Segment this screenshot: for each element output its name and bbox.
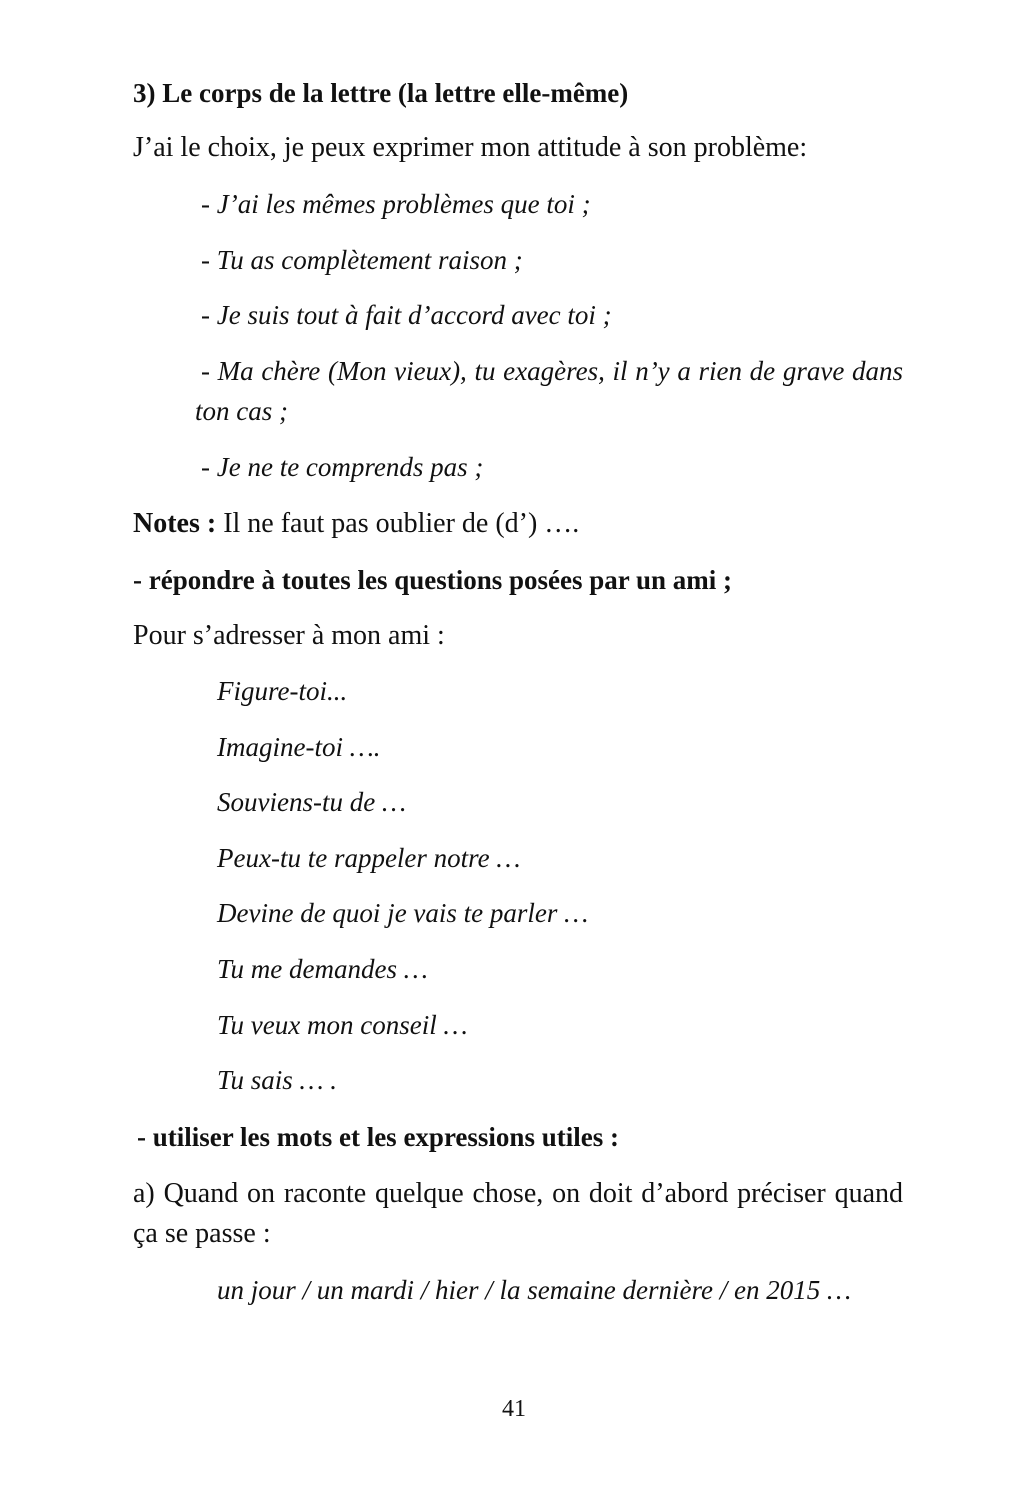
notes-label: Notes : <box>133 508 217 539</box>
address-phrase: Souviens-tu de … <box>217 787 406 817</box>
rule-useful-expressions: - utiliser les mots et les expressions utiles : <box>137 1122 619 1152</box>
attitude-item: - Je ne te comprends pas ; <box>201 452 484 482</box>
address-phrase: Tu veux mon conseil … <box>217 1010 468 1040</box>
address-phrase: Imagine-toi …. <box>217 732 381 762</box>
address-phrase: Tu sais … . <box>217 1065 338 1095</box>
notes-text: Il ne faut pas oublier de (d’) …. <box>216 508 580 539</box>
attitude-item: - Je suis tout à fait d’accord avec toi ; <box>201 300 612 330</box>
page-number: 41 <box>502 1396 526 1422</box>
address-phrase: Figure-toi... <box>217 676 348 706</box>
point-a-text: a) Quand on raconte quelque chose, on doit d’abord préciser quand ça se passe : <box>133 1178 903 1249</box>
intro-text: J’ai le choix, je peux exprimer mon attitude à son problème: <box>133 132 808 163</box>
attitude-item: - Tu as complètement raison ; <box>201 245 523 275</box>
attitude-item: - Ma chère (Mon vieux), tu exagères, il n’y a rien de grave dans ton cas ; <box>195 356 903 426</box>
attitude-item: - J’ai les mêmes problèmes que toi ; <box>201 189 591 219</box>
section-title: 3) Le corps de la lettre (la lettre elle-même) <box>133 78 629 108</box>
notes-line <box>133 507 579 541</box>
address-phrase: Devine de quoi je vais te parler … <box>217 898 589 928</box>
address-phrase: Peux-tu te rappeler notre … <box>217 843 521 873</box>
address-intro: Pour s’adresser à mon ami : <box>133 620 445 651</box>
time-examples: un jour / un mardi / hier / la semaine dernière / en 2015 … <box>217 1275 851 1305</box>
rule-answer-questions: - répondre à toutes les questions posées par un ami ; <box>133 565 733 595</box>
address-phrase: Tu me demandes … <box>217 954 428 984</box>
